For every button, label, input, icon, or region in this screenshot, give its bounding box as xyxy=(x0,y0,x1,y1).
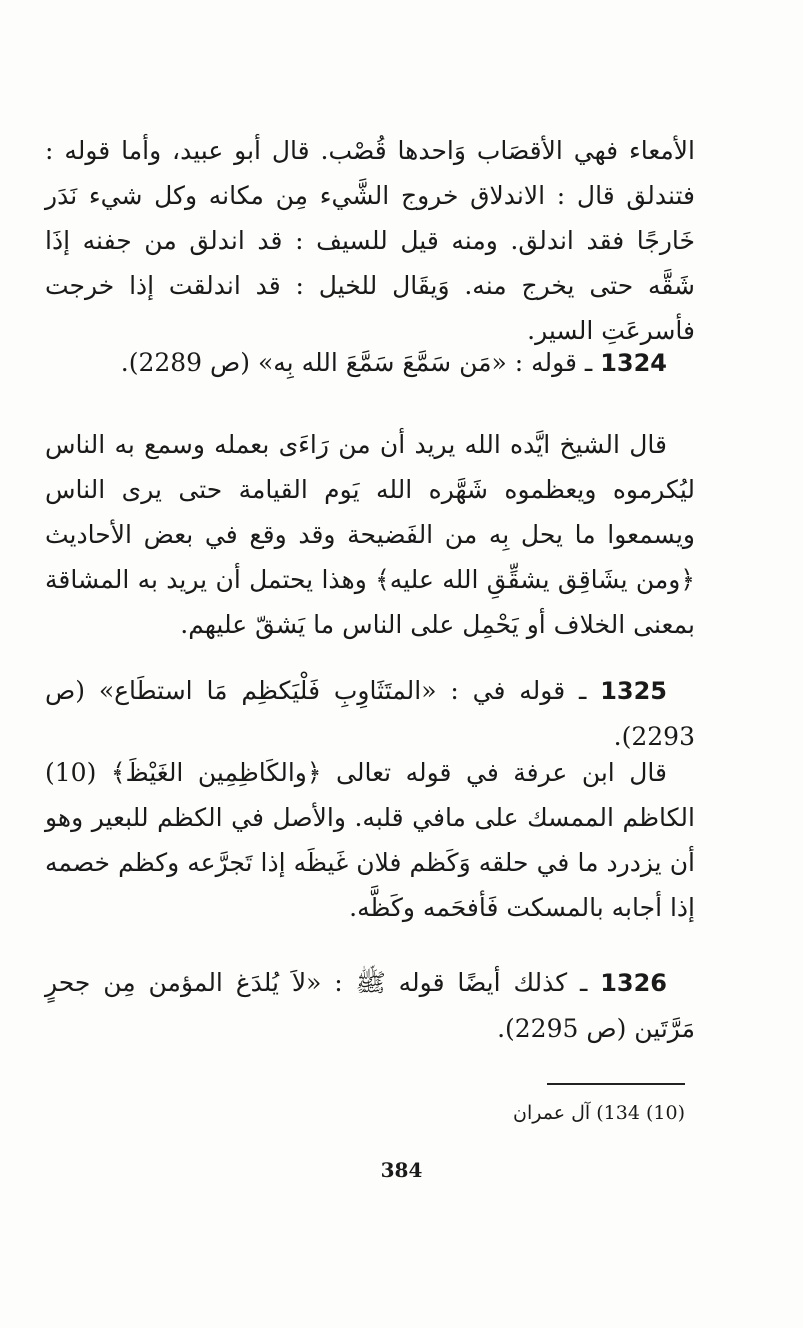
footnote: (10) 134) آل عمران xyxy=(513,1102,685,1124)
entry-text: ـ قوله في : «المتَثَاوِبِ فَلْيَكظِم مَا استطَاع» (ص 2293). xyxy=(45,676,695,751)
text-block-1 xyxy=(45,128,695,353)
footnote-divider xyxy=(547,1083,685,1085)
entry-text: ـ كذلك أيضًا قوله ﷺ : «لاَ يُلدَغ المؤمن مِن جحرٍ مَرَّتَين (ص 2295). xyxy=(45,968,695,1043)
entry-number: 1324 xyxy=(600,349,667,377)
paragraph-intro: الأمعاء فهي الأقصَاب وَاحدها قُصْب. قال أبو عبيد، وأما قوله : فتندلق قال : الاندلاق خروج الشَّيء مِن مكانه وكل شيء نَدَر خَارجًا فقد اندلق. ومنه قيل للسيف : قد اندلق من جفنه إذَا شَقَّه حتى يخرج منه. وَيقَال للخيل : قد اندلقت إذا خرجت فأسرعَتِ السير. xyxy=(45,136,695,345)
entry-number: 1325 xyxy=(600,677,667,705)
entry-text: ـ قوله : «مَن سَمَّعَ سَمَّعَ الله بِه» (ص 2289). xyxy=(120,348,601,377)
paragraph-commentary-1324: قال الشيخ ايَّده الله يريد أن من رَاءَى بعمله وسمع به الناس ليُكرموه ويعظموه شَهَّره الله يَوم القيامة حتى يرى الناس ويسمعوا ما يحل بِه من الفَضيحة وقد وقع في بعض الأحاديث ﴿ومن يشَاقِق يشقِّقِ الله عليه﴾ وهذا يحتمل أن يريد به المشاقة بمعنى الخلاف أو يَحْمِل على الناس ما يَشقّ عليهم. xyxy=(45,430,695,639)
text-block-2 xyxy=(45,422,695,647)
page-number: 384 xyxy=(380,1158,423,1182)
entry-number: 1326 xyxy=(600,969,667,997)
paragraph-commentary-1325: قال ابن عرفة في قوله تعالى ﴿والكَاظِمِين الغَيْظَ﴾ (10) الكاظم الممسك على مافي قلبه. والأصل في الكظم للبعير وهو أن يزدرد ما في حلقه وَكَظم فلان غَيظَه إذا تَجرَّعه وكظم خصمه إذا أجابه بالمسكت فَأفحَمه وكَظَّه. xyxy=(45,758,695,922)
text-block-3 xyxy=(45,750,695,930)
entry-heading-1324 xyxy=(45,340,695,386)
entry-heading-1326 xyxy=(45,960,695,1051)
entry-heading-1325 xyxy=(45,668,695,759)
